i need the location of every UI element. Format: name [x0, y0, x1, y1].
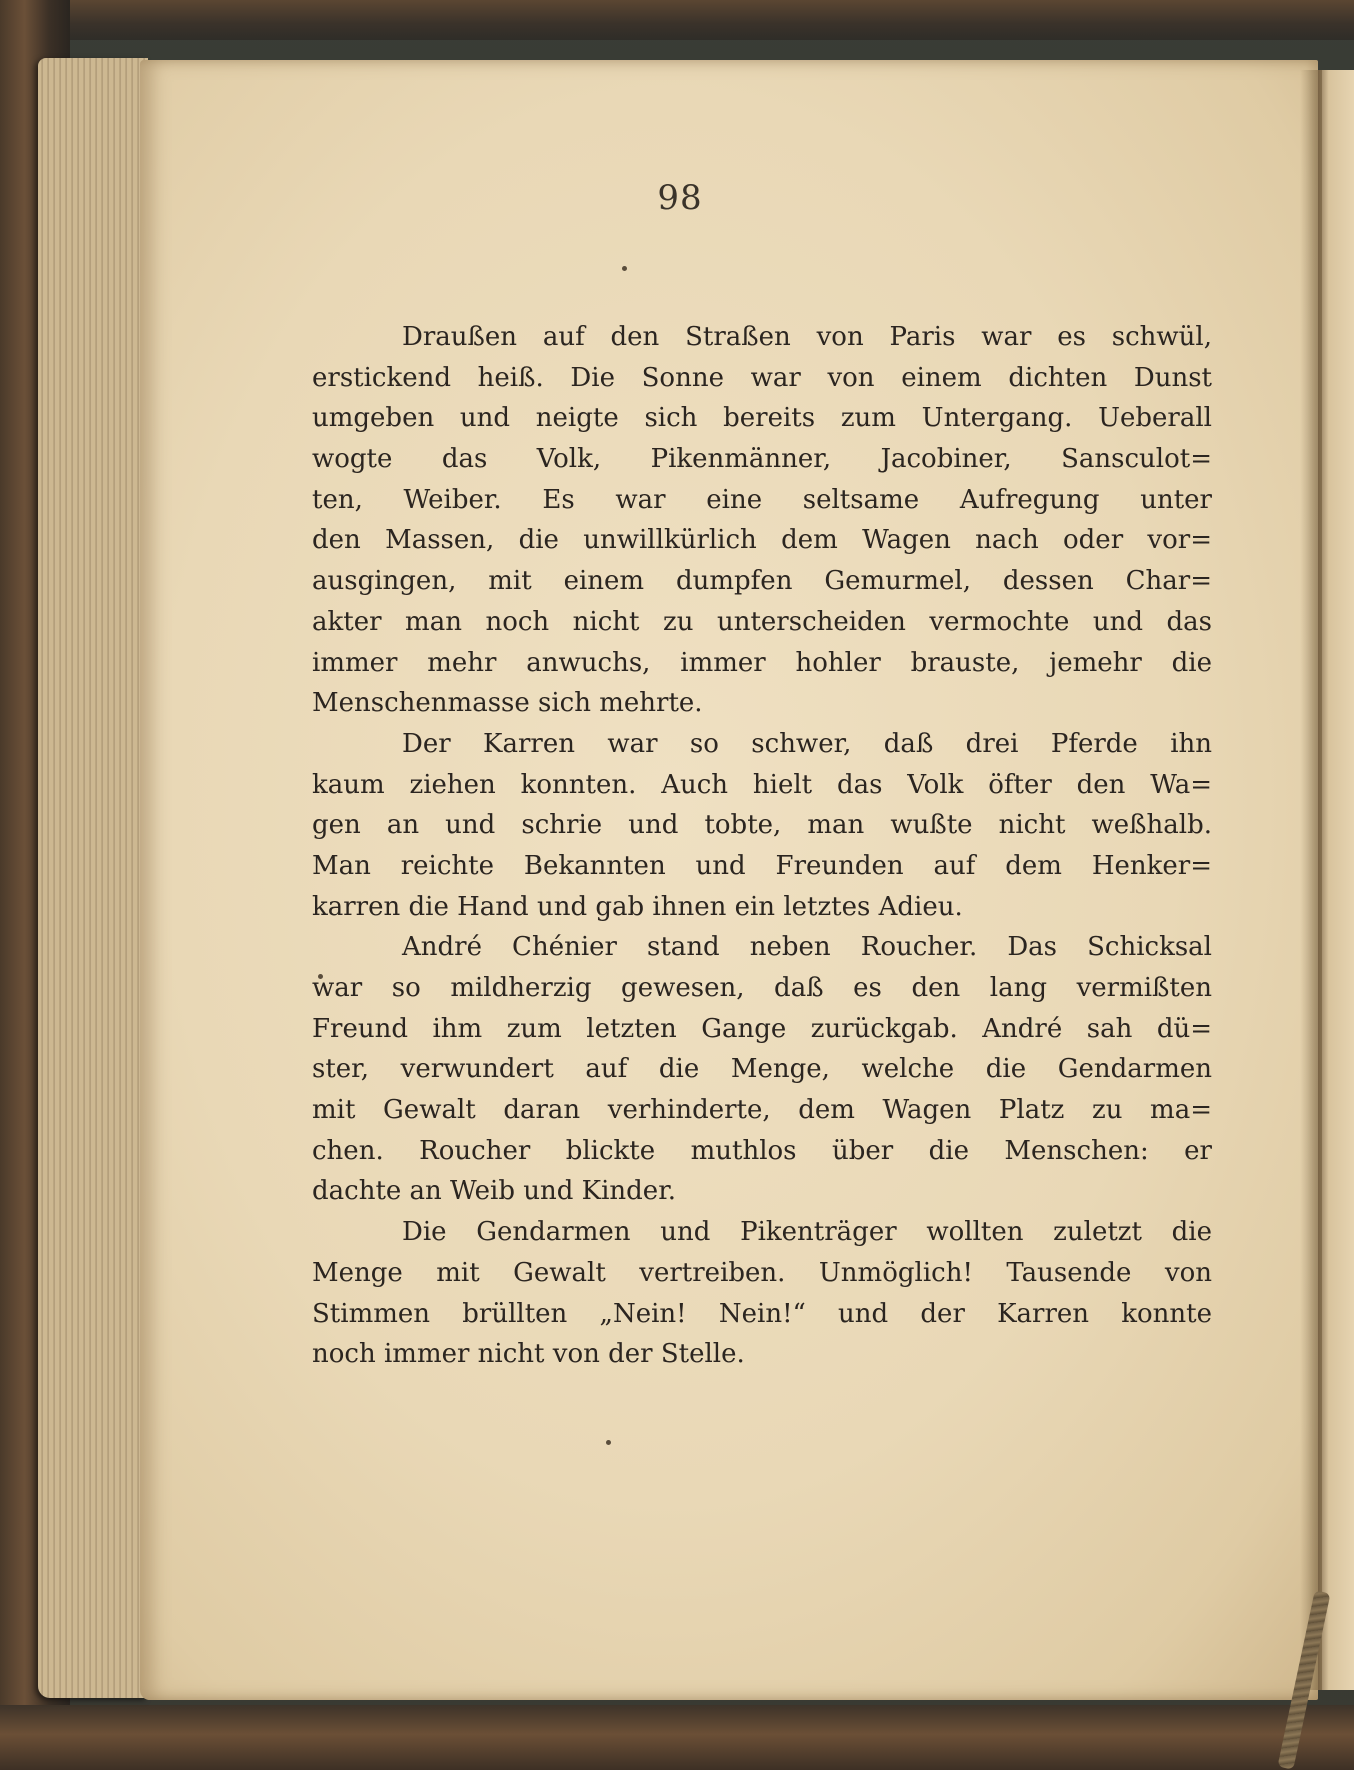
text-line: Draußen auf den Straßen von Paris war es schwül,	[402, 322, 1212, 352]
page-edges	[38, 58, 148, 1698]
book-cover-top	[0, 0, 1354, 40]
text-line: ausgingen, mit einem dumpfen Gemurmel, dessen Char=	[312, 566, 1212, 597]
text-line: ster, verwundert auf die Menge, welche die Gendarmen	[312, 1054, 1212, 1085]
text-line: Menschenmasse sich mehrte.	[312, 688, 703, 719]
text-line: Freund ihm zum letzten Gange zurückgab. André sah dü=	[312, 1013, 1212, 1044]
text-line: chen. Roucher blickte muthlos über die Menschen: er	[312, 1135, 1212, 1166]
text-line: ten, Weiber. Es war eine seltsame Aufregung unter	[312, 484, 1212, 515]
text-line: den Massen, die unwillkürlich dem Wagen nach oder vor=	[312, 525, 1212, 556]
text-line: akter man noch nicht zu unterscheiden vermochte und das	[312, 606, 1212, 637]
text-line: war so mildherzig gewesen, daß es den lang vermißten	[312, 973, 1212, 1003]
book-cover-bottom	[0, 1705, 1354, 1770]
text-line: Der Karren war so schwer, daß drei Pferde ihn	[402, 728, 1212, 759]
text-line: Die Gendarmen und Pikenträger wollten zuletzt die	[402, 1217, 1212, 1248]
text-line: erstickend heiß. Die Sonne war von einem dichten Dunst	[312, 362, 1212, 393]
facing-page-edge	[1318, 70, 1354, 1690]
gutter-shadow	[1300, 70, 1322, 1690]
text-line: gen an und schrie und tobte, man wußte nicht weßhalb.	[312, 810, 1212, 841]
text-line: Stimmen brüllten „Nein! Nein!“ und der Karren konnte	[312, 1298, 1212, 1329]
text-line: immer mehr anwuchs, immer hohler brauste, jemehr die	[312, 647, 1212, 678]
text-line: André Chénier stand neben Roucher. Das Schicksal	[402, 932, 1212, 963]
text-line: wogte das Volk, Pikenmänner, Jacobiner, Sansculot=	[312, 444, 1212, 475]
text-line: Man reichte Bekannten und Freunden auf dem Henker=	[312, 850, 1212, 881]
text-line: karren die Hand und gab ihnen ein letztes Adieu.	[312, 891, 963, 922]
ink-speck	[606, 1440, 611, 1445]
text-line: kaum ziehen konnten. Auch hielt das Volk öfter den Wa=	[312, 769, 1212, 800]
text-line: umgeben und neigte sich bereits zum Untergang. Ueberall	[312, 403, 1212, 434]
body-text	[312, 317, 1212, 1375]
text-line: mit Gewalt daran verhinderte, dem Wagen Platz zu ma=	[312, 1095, 1212, 1126]
text-line: noch immer nicht von der Stelle.	[312, 1339, 745, 1370]
text-line: dachte an Weib und Kinder.	[312, 1176, 677, 1207]
page-number: 98	[657, 178, 703, 218]
ink-speck	[622, 266, 627, 271]
text-line: Menge mit Gewalt vertreiben. Unmöglich! Tausende von	[312, 1257, 1212, 1288]
